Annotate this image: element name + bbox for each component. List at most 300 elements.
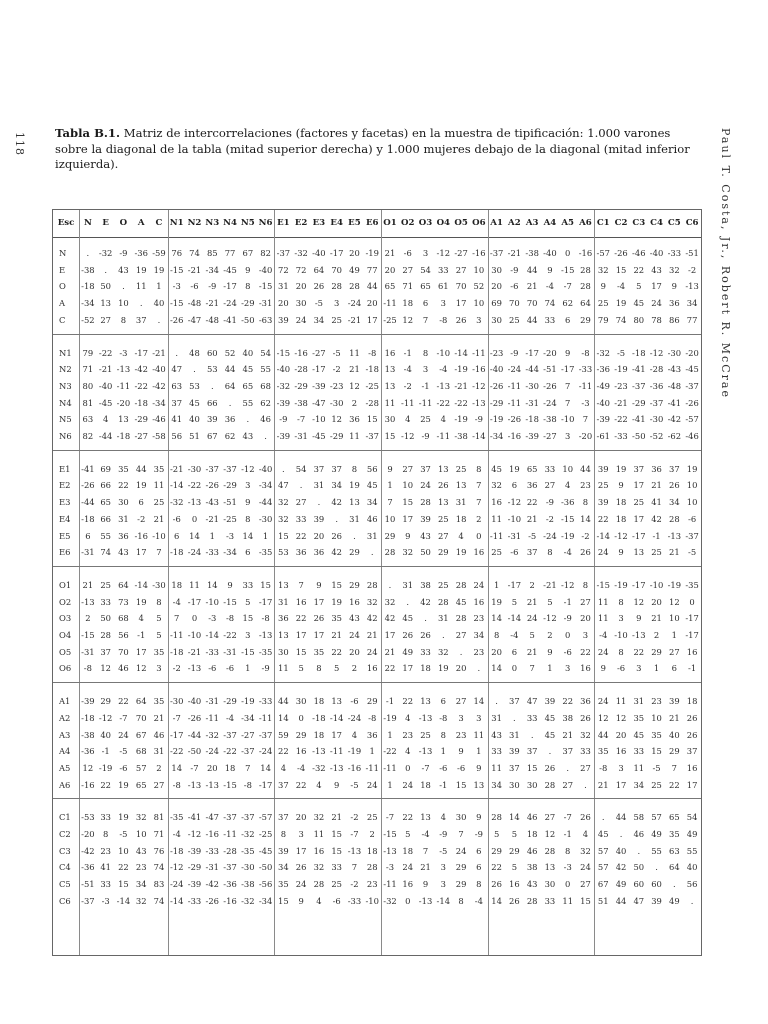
table-cell: -6 (190, 281, 199, 292)
table-cell: -31 (205, 862, 220, 873)
table-cell: -24 (543, 530, 557, 541)
table-cell: . (86, 248, 90, 258)
column-header-c4: C4 (650, 218, 663, 228)
table-cell: -51 (81, 879, 95, 890)
table-cell: 50 (100, 281, 111, 292)
table-cell: 6 (476, 862, 482, 873)
table-cell: -11 (507, 397, 522, 408)
table-cell: -3 (581, 397, 590, 408)
table-cell: . (299, 480, 303, 491)
table-cell: 25 (651, 779, 662, 790)
table-cell: 15 (331, 829, 343, 839)
table-cell: 32 (669, 264, 680, 275)
table-cell: -5 (439, 845, 448, 856)
table-cell: 22 (633, 264, 645, 275)
table-cell: 22 (384, 663, 396, 674)
table-cell: -6 (563, 646, 572, 657)
table-cell: 16 (295, 596, 307, 607)
table-cell: -16 (347, 762, 362, 773)
table-cell: 28 (455, 613, 467, 624)
table-cell: 11 (135, 281, 147, 292)
table-cell: -9 (474, 829, 483, 839)
table-cell: -32 (596, 347, 610, 358)
table-cell: -22 (169, 746, 184, 757)
table-cell: . (655, 862, 658, 873)
table-cell: 18 (313, 696, 325, 707)
table-cell: -30 (258, 513, 273, 524)
table-cell: 70 (455, 281, 467, 292)
table-cell: 29 (349, 579, 360, 590)
table-cell: -18 (312, 712, 326, 723)
table-cell: 3 (440, 298, 446, 309)
table-cell: -9 (563, 613, 572, 624)
table-cell: 9 (387, 463, 393, 474)
table-cell: . (370, 547, 374, 558)
table-cell: 22 (118, 696, 129, 707)
table-cell: -37 (685, 380, 699, 391)
table-cell: 28 (526, 895, 538, 906)
table-cell: . (228, 397, 232, 408)
table-cell: 23 (473, 646, 485, 657)
table-cell: 32 (313, 812, 325, 823)
table-cell: 16 (349, 596, 360, 607)
table-cell: 5 (636, 281, 642, 292)
table-cell: 46 (526, 812, 538, 823)
table-cell: 30 (491, 264, 502, 275)
table-cell: -37 (276, 248, 291, 258)
table-cell: -19 (347, 746, 362, 757)
table-cell: -5 (528, 530, 537, 541)
table-cell: 72 (295, 264, 307, 275)
table-cell: 15 (366, 414, 378, 425)
table-cell: 71 (153, 829, 165, 839)
table-cell: -28 (223, 845, 237, 856)
table-cell: -4 (439, 364, 448, 375)
table-cell: 0 (191, 613, 198, 624)
table-cell: -4 (563, 547, 572, 558)
table-cell: 36 (224, 414, 236, 425)
table-cell: 81 (82, 397, 94, 408)
table-cell: -10 (365, 895, 379, 906)
table-cell: 4 (440, 812, 446, 823)
table-cell: 10 (402, 480, 414, 491)
table-cell: 22 (669, 779, 680, 790)
table-cell: -22 (98, 347, 113, 358)
table-cell: -9 (510, 264, 519, 275)
table-cell: -10 (152, 530, 166, 541)
table-cell: -36 (649, 380, 664, 391)
table-cell: -18 (525, 414, 539, 425)
table-cell: -4 (421, 829, 430, 839)
table-cell: 33 (491, 746, 502, 757)
table-cell: 27 (437, 530, 449, 541)
table-cell: 9 (476, 812, 482, 823)
table-cell: 11 (384, 397, 396, 408)
table-cell: -9 (439, 829, 448, 839)
table-cell: -8 (368, 347, 377, 358)
table-cell: 35 (331, 613, 343, 624)
table-cell: 22 (118, 480, 129, 491)
row-label-o5: O5 (59, 646, 72, 657)
table-cell: 13 (100, 298, 111, 309)
table-cell: 7 (387, 497, 393, 508)
table-cell: . (104, 264, 107, 275)
table-cell: -2 (403, 380, 412, 391)
table-cell: -40 (312, 248, 326, 258)
table-cell: -41 (223, 314, 237, 325)
table-cell: 27 (455, 630, 467, 640)
table-cell: 8 (156, 596, 162, 607)
table-cell: -4 (297, 762, 306, 773)
table-cell: 32 (580, 845, 591, 856)
table-cell: -32 (383, 895, 397, 906)
table-cell: -1 (137, 630, 146, 640)
table-cell: -6 (119, 762, 128, 773)
table-cell: -39 (81, 696, 95, 707)
row-group-divider (53, 682, 701, 683)
table-cell: 63 (82, 414, 94, 425)
table-cell: 1 (387, 729, 393, 740)
table-cell: 56 (366, 463, 378, 474)
table-cell: -57 (596, 248, 610, 258)
table-cell: -3 (385, 862, 395, 873)
table-cell: 49 (651, 829, 662, 839)
table-cell: 16 (491, 497, 502, 508)
table-cell: 36 (295, 547, 307, 558)
table-cell: -21 (98, 364, 113, 375)
row-label-n: N (59, 248, 67, 258)
table-cell: 15 (651, 746, 662, 757)
table-cell: 6 (245, 547, 251, 558)
table-cell: 11 (278, 663, 289, 674)
table-cell: 20 (491, 646, 502, 657)
table-cell: -26 (543, 380, 557, 391)
table-cell: -21 (347, 314, 362, 325)
table-cell: 27 (153, 779, 165, 790)
row-label-o6: O6 (59, 663, 72, 674)
table-cell: -29 (241, 298, 255, 309)
row-label-n2: N2 (59, 364, 72, 375)
table-cell: -14 (507, 613, 522, 624)
table-cell: -24 (347, 712, 362, 723)
table-cell: 24 (455, 845, 467, 856)
table-cell: -21 (187, 646, 202, 657)
table-cell: 47 (171, 364, 183, 375)
table-cell: 17 (295, 630, 307, 640)
table-cell: -32 (241, 829, 255, 839)
table-cell: 7 (476, 480, 482, 491)
row-label-e3: E3 (59, 497, 71, 508)
table-cell: -11 (507, 380, 522, 391)
table-cell: 21 (366, 630, 378, 640)
table-cell: -17 (560, 364, 575, 375)
table-cell: 16 (615, 746, 627, 757)
table-cell: -25 (383, 314, 397, 325)
table-cell: -29 (489, 397, 504, 408)
table-cell: -34 (152, 397, 166, 408)
table-cell: 24 (366, 646, 378, 657)
table-cell: 6 (671, 663, 677, 674)
row-label-c1: C1 (59, 812, 71, 823)
table-cell: 1 (369, 746, 375, 757)
table-cell: 64 (118, 579, 129, 590)
table-cell: 10 (686, 480, 698, 491)
table-cell: -39 (525, 431, 539, 441)
table-cell: -23 (329, 380, 344, 391)
table-cell: -22 (436, 397, 451, 408)
table-cell: 2 (85, 613, 91, 624)
table-cell: -48 (187, 298, 202, 309)
table-cell: 34 (313, 314, 325, 325)
table-cell: 9 (476, 762, 482, 773)
table-cell: -14 (116, 895, 131, 906)
table-cell: 15 (278, 895, 289, 906)
row-label-a5: A5 (59, 762, 71, 773)
table-cell: 18 (526, 829, 538, 839)
table-cell: -33 (578, 364, 593, 375)
table-cell: 21 (526, 596, 538, 607)
table-cell: -13 (187, 779, 202, 790)
table-cell: 3 (334, 298, 340, 309)
table-cell: 55 (100, 530, 111, 541)
table-cell: 74 (153, 862, 165, 873)
table-cell: -34 (205, 264, 220, 275)
table-cell: 7 (671, 762, 677, 773)
table-cell: 64 (224, 380, 236, 391)
table-cell: 31 (153, 746, 165, 757)
table-cell: 24 (651, 298, 662, 309)
table-cell: -31 (223, 646, 237, 657)
table-cell: -8 (599, 762, 608, 773)
table-cell: 28 (544, 845, 556, 856)
table-cell: -42 (205, 879, 220, 890)
table-cell: 16 (686, 762, 698, 773)
table-cell: 27 (669, 646, 680, 657)
table-cell: 31 (118, 513, 129, 524)
table-cell: -32 (98, 248, 113, 258)
table-cell: 37 (669, 463, 680, 474)
table-cell: -13 (347, 845, 362, 856)
table-cell: 43 (118, 547, 129, 558)
table-cell: 3 (440, 879, 446, 890)
table-cell: -48 (667, 380, 682, 391)
table-cell: 57 (651, 812, 662, 823)
table-cell: 71 (82, 364, 94, 375)
table-cell: 15 (331, 845, 343, 856)
table-cell: 14 (509, 812, 520, 823)
column-header-e5: E5 (348, 218, 361, 228)
table-cell: -7 (350, 829, 359, 839)
table-cell: 21 (331, 812, 343, 823)
table-cell: -17 (187, 596, 202, 607)
table-cell: -5 (350, 779, 359, 790)
table-cell: 45 (544, 712, 556, 723)
table-cell: -45 (223, 264, 237, 275)
table-cell: 66 (100, 480, 111, 491)
table-cell: 11 (615, 696, 627, 707)
table-cell: 31 (437, 613, 449, 624)
column-header-a6: A6 (579, 218, 592, 228)
table-cell: 34 (366, 497, 378, 508)
table-cell: -27 (312, 347, 326, 358)
table-cell: 27 (580, 879, 591, 890)
table-cell: 37 (420, 463, 431, 474)
table-cell: -9 (545, 497, 555, 508)
table-cell: -45 (98, 397, 113, 408)
table-cell: -26 (205, 895, 220, 906)
table-cell: 1 (671, 630, 677, 640)
table-cell: -16 (223, 895, 237, 906)
table-cell: 22 (295, 530, 307, 541)
column-header-n6: N6 (258, 218, 273, 228)
table-cell: 35 (651, 729, 662, 740)
table-cell: 15 (260, 579, 271, 590)
table-cell: 29 (455, 862, 467, 873)
table-cell: 51 (597, 895, 609, 906)
table-cell: . (282, 463, 285, 474)
table-cell: -22 (223, 630, 237, 640)
column-header-o1: O1 (383, 218, 397, 228)
column-header-o4: O4 (436, 218, 451, 228)
table-cell: 17 (615, 779, 627, 790)
table-cell: 26 (402, 630, 414, 640)
table-cell: 45 (633, 298, 645, 309)
table-cell: -37 (223, 862, 237, 873)
table-cell: 35 (669, 829, 680, 839)
table-cell: -57 (258, 812, 273, 823)
table-cell: -16 (578, 248, 593, 258)
table-cell: -20 (116, 397, 131, 408)
table-cell: -29 (223, 696, 237, 707)
table-cell: -5 (314, 298, 323, 309)
table-cell: 0 (298, 712, 304, 723)
table-cell: 28 (669, 513, 680, 524)
table-cell: -11 (116, 380, 131, 391)
table-cell: 11 (349, 347, 360, 358)
table-cell: 19 (509, 463, 520, 474)
table-cell: 8 (422, 347, 429, 358)
table-cell: -31 (81, 646, 95, 657)
row-label-n5: N5 (59, 414, 72, 425)
row-label-c6: C6 (59, 895, 71, 906)
table-cell: 35 (597, 746, 609, 757)
table-cell: 39 (509, 746, 520, 757)
table-cell: 27 (562, 779, 574, 790)
table-cell: 12 (331, 414, 343, 425)
table-cell: -31 (258, 298, 273, 309)
table-cell: 22 (331, 646, 343, 657)
column-header-e3: E3 (312, 218, 326, 228)
table-cell: -23 (614, 380, 628, 391)
table-cell: 9 (245, 264, 251, 275)
table-cell: 62 (224, 431, 236, 441)
table-cell: 34 (686, 298, 698, 309)
table-cell: 28 (544, 779, 556, 790)
table-cell: 14 (491, 895, 502, 906)
table-cell: 4 (405, 746, 411, 757)
table-cell: -31 (81, 547, 95, 558)
table-cell: -6 (439, 762, 448, 773)
table-cell: 45 (366, 480, 378, 491)
table-cell: 44 (597, 729, 609, 740)
table-cell: 0 (565, 248, 571, 258)
table-cell: 32 (135, 895, 147, 906)
table-cell: 39 (544, 696, 556, 707)
table-cell: 15 (118, 879, 129, 890)
table-cell: -37 (258, 729, 273, 740)
table-cell: 67 (135, 729, 147, 740)
table-cell: 13 (544, 862, 556, 873)
table-cell: -22 (614, 414, 628, 425)
table-cell: -7 (385, 812, 395, 823)
table-cell: 19 (437, 663, 449, 674)
table-cell: 33 (633, 746, 645, 757)
table-cell: 53 (206, 364, 218, 375)
table-cell: 77 (366, 264, 378, 275)
table-cell: -18 (365, 364, 379, 375)
table-cell: -11 (472, 347, 486, 358)
row-label-e: E (59, 264, 66, 275)
table-cell: 45 (491, 463, 502, 474)
table-cell: 39 (651, 895, 662, 906)
table-cell: -34 (223, 547, 237, 558)
table-cell: 6 (440, 696, 446, 707)
table-cell: 11 (473, 729, 485, 740)
table-cell: 8 (582, 497, 589, 508)
table-cell: 35 (278, 879, 289, 890)
table-cell: 37 (526, 746, 538, 757)
table-cell: 60 (651, 879, 662, 890)
table-cell: -52 (649, 431, 664, 441)
table-cell: -11 (329, 746, 344, 757)
table-cell: -12 (614, 530, 628, 541)
table-cell: 47 (633, 895, 645, 906)
table-cell: 29 (669, 746, 680, 757)
table-cell: 45 (242, 364, 254, 375)
table-cell: -24 (169, 879, 184, 890)
table-cell: -38 (294, 397, 308, 408)
table-cell: -15 (560, 264, 575, 275)
table-cell: 37 (562, 746, 574, 757)
table-cell: . (388, 579, 392, 590)
table-cell: 14 (580, 513, 591, 524)
table-cell: 27 (544, 480, 556, 491)
table-cell: -1 (439, 779, 448, 790)
table-cell: 23 (366, 879, 378, 890)
table-cell: 57 (135, 762, 147, 773)
table-cell: 40 (686, 862, 698, 873)
table-cell: 45 (597, 829, 609, 839)
table-cell: 17 (633, 513, 645, 524)
table-cell: 6 (422, 298, 429, 309)
table-cell: -40 (543, 248, 557, 258)
table-cell: 23 (455, 729, 467, 740)
table-cell: 0 (565, 630, 571, 640)
table-cell: 7 (476, 497, 482, 508)
table-cell: 24 (118, 729, 129, 740)
table-cell: -11 (489, 530, 504, 541)
table-cell: -14 (472, 431, 486, 441)
table-cell: -13 (436, 380, 451, 391)
table-cell: . (353, 530, 356, 541)
table-cell: 33 (100, 596, 111, 607)
table-cell: -32 (205, 729, 220, 740)
table-cell: -34 (489, 431, 504, 441)
table-cell: 36 (526, 480, 538, 491)
table-cell: 20 (295, 281, 307, 292)
table-cell: -38 (525, 248, 539, 258)
table-cell: 65 (135, 779, 147, 790)
